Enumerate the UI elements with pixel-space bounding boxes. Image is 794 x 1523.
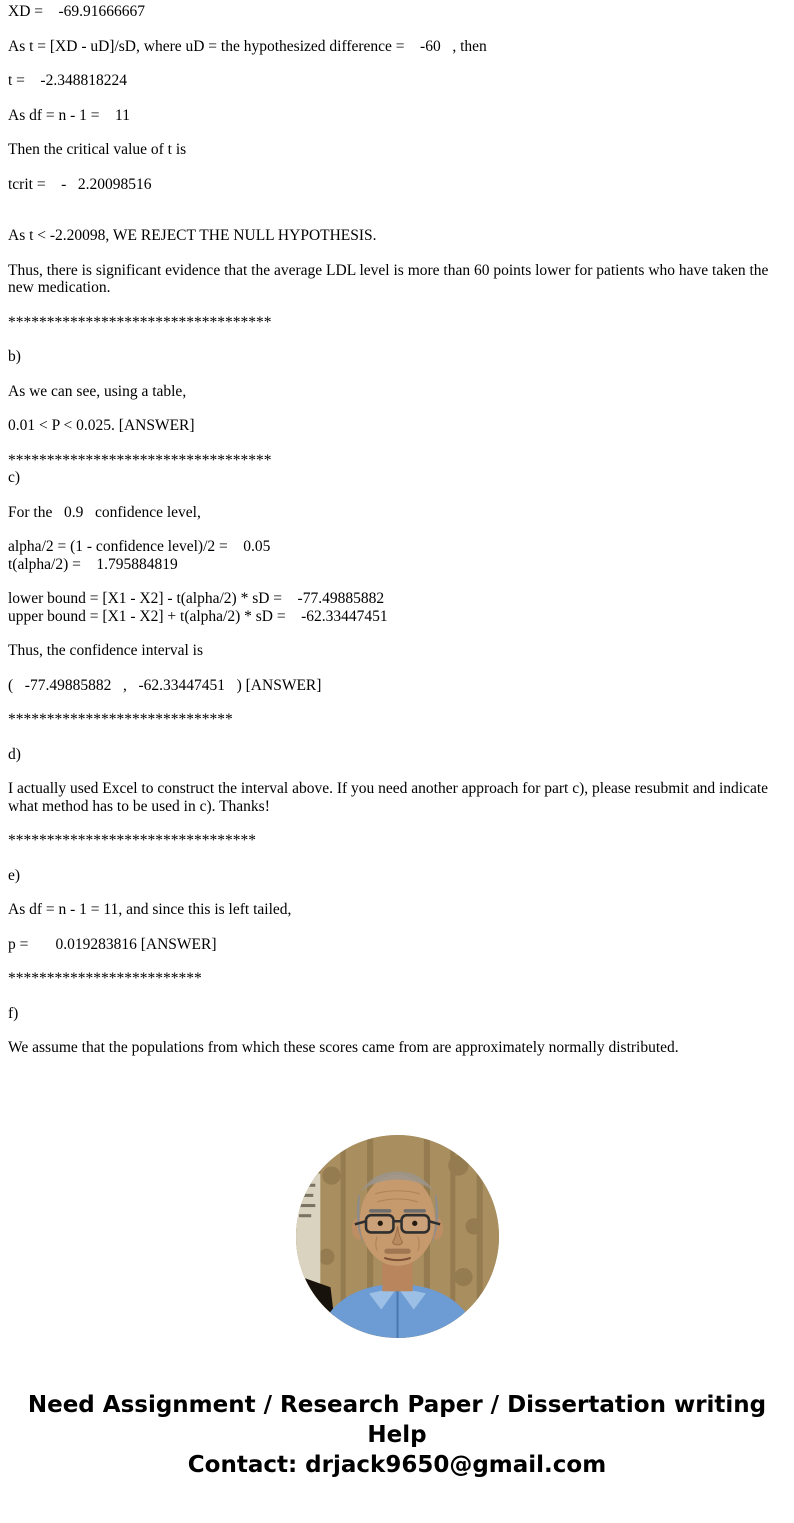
paragraph-line: As we can see, using a table, — [8, 382, 187, 400]
paragraph — [8, 711, 786, 729]
eye-right — [412, 1220, 417, 1225]
paragraph — [8, 832, 786, 850]
paragraph-line: d) — [8, 745, 21, 763]
paragraph — [8, 504, 786, 522]
paragraph-line: p = 0.019283816 [ANSWER] — [8, 935, 217, 953]
paragraph-line: ( -77.49885882 , -62.33447451 ) [ANSWER] — [8, 676, 322, 694]
paragraph-line: t(alpha/2) = 1.795884819 — [8, 555, 178, 573]
eyebrow-right — [403, 1209, 425, 1213]
eyebrow-left — [369, 1209, 391, 1213]
paragraph-line: ***************************** — [8, 711, 233, 728]
footer-heading: Need Assignment / Research Paper / Dissertation writing Help — [27, 1391, 767, 1448]
paragraph — [8, 348, 786, 366]
paragraph — [8, 72, 786, 90]
footer-ad — [0, 1390, 794, 1506]
paragraph — [8, 262, 786, 297]
paragraph-line: ******************************** — [8, 832, 256, 849]
avatar-section — [0, 1135, 794, 1338]
paragraph-line: XD = -69.91666667 — [8, 3, 146, 20]
paragraph-line: b) — [8, 348, 21, 365]
wall-poster — [296, 1173, 320, 1285]
paragraph — [8, 1005, 786, 1023]
paragraph — [8, 677, 786, 695]
paragraph-line: 0.01 < P < 0.025. [ANSWER] — [8, 417, 195, 434]
eye-left — [377, 1220, 382, 1225]
paragraph — [8, 867, 786, 885]
paragraph-line: We assume that the populations from which these scores came from are approximately normally distributed. — [8, 1039, 679, 1056]
paragraph-line: upper bound = [X1 - X2] + t(alpha/2) * sD = -62.33447451 — [8, 607, 388, 625]
paragraph — [8, 141, 786, 159]
paragraph-line: Thus, there is significant evidence that the average LDL level is more than 60 points lower for patients who have taken the new medication. — [8, 261, 773, 296]
paragraph — [8, 107, 786, 125]
paragraph-line: tcrit = - 2.20098516 — [8, 175, 152, 193]
paragraph — [8, 38, 786, 56]
paragraph-line: e) — [8, 866, 21, 884]
paragraph — [8, 176, 786, 194]
paragraph — [8, 936, 786, 954]
paragraph-line: For the 0.9 confidence level, — [8, 503, 201, 521]
tutor-photo-image — [296, 1135, 499, 1338]
paragraph — [8, 1039, 786, 1057]
paragraph — [8, 780, 786, 815]
paragraph — [8, 417, 786, 435]
paragraph — [8, 227, 786, 245]
paragraph — [8, 314, 786, 332]
paragraph-line: As t = [XD - uD]/sD, where uD = the hypothesized difference = -60 , then — [8, 37, 487, 55]
paragraph-line: t = -2.348818224 — [8, 72, 127, 89]
paragraph-line: As df = n - 1 = 11, and since this is left tailed, — [8, 901, 292, 918]
paragraph — [8, 970, 786, 988]
paragraph — [8, 538, 786, 573]
paragraph — [8, 383, 786, 401]
paragraph-line: Then the critical value of t is — [8, 141, 187, 158]
paragraph — [8, 3, 786, 21]
paragraph-line: As t < -2.20098, WE REJECT THE NULL HYPOTHESIS. — [8, 227, 377, 244]
paragraph — [8, 642, 786, 660]
paragraph-line: As df = n - 1 = 11 — [8, 106, 130, 124]
paragraph-spacer — [8, 210, 786, 227]
footer-contact-email: Contact: drjack9650@gmail.com — [187, 1451, 607, 1478]
mustache — [384, 1248, 410, 1253]
paragraph-line: lower bound = [X1 - X2] - t(alpha/2) * sD = -77.49885882 — [8, 590, 385, 607]
paragraph — [8, 901, 786, 919]
paragraph-line: alpha/2 = (1 - confidence level)/2 = 0.05 — [8, 538, 271, 555]
paragraph-line: c) — [8, 469, 21, 486]
paragraph — [8, 590, 786, 625]
paragraph — [8, 746, 786, 764]
paragraph-line: I actually used Excel to construct the interval above. If you need another approach for part c), please resubmit and indicate what method has to be used in c). Thanks! — [8, 780, 772, 815]
tutor-avatar — [296, 1135, 499, 1338]
paragraph-line: Thus, the confidence interval is — [8, 642, 203, 659]
paragraph-line: ************************* — [8, 970, 202, 987]
paragraph-line: f) — [8, 1004, 19, 1022]
paragraph-line: ********************************** — [8, 313, 272, 331]
paragraph — [8, 452, 786, 487]
paragraph-line: ********************************** — [8, 451, 272, 469]
